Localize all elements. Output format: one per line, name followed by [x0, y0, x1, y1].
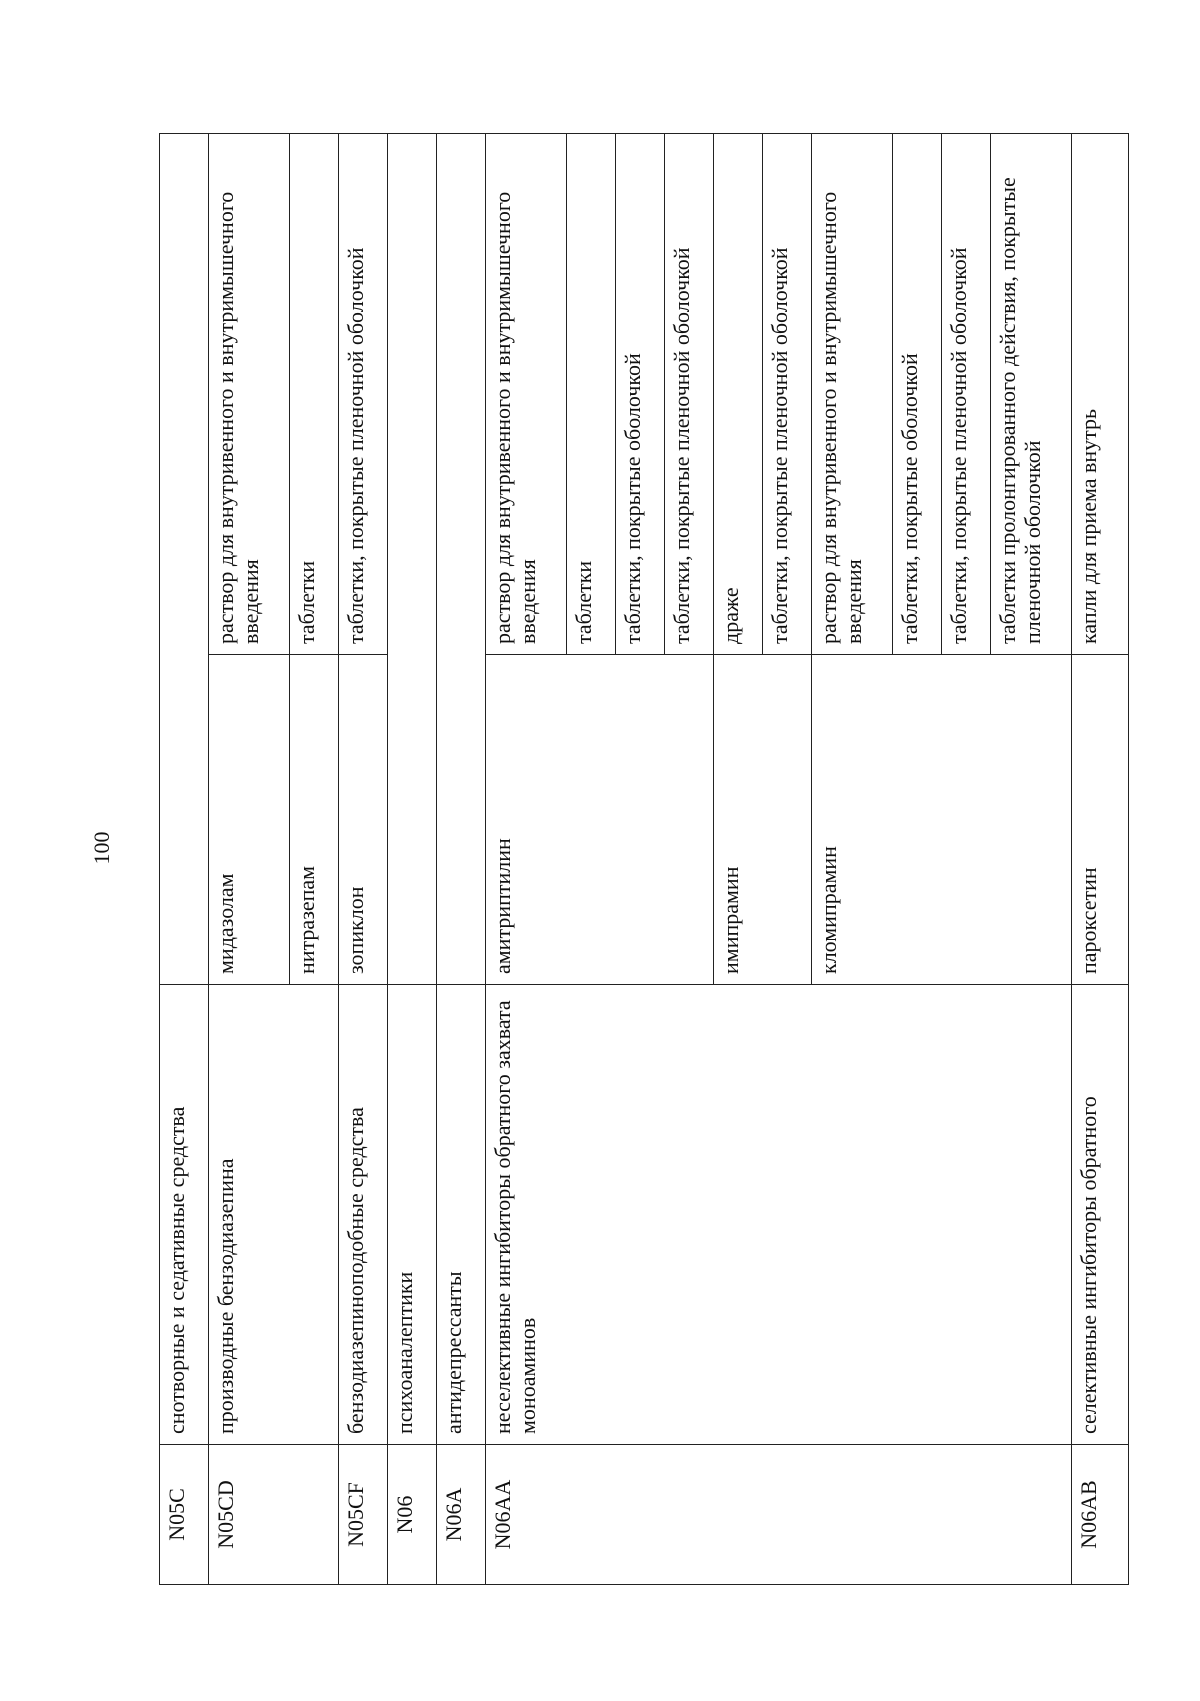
form-cell: раствор для внутривенного и внутримышечного введения [209, 134, 290, 655]
drug-table [159, 133, 1129, 1585]
drug-cell: мидазолам [209, 655, 290, 985]
table-row [209, 134, 290, 1585]
form-cell: капли для приема внутрь [1072, 134, 1129, 655]
drug-cell: имипрамин [714, 655, 812, 985]
table-row [339, 134, 388, 1585]
drug-cell: амитриптилин [486, 655, 714, 985]
form-cell: таблетки [567, 134, 616, 655]
atc-code-cell: N05CD [209, 1445, 339, 1585]
drug-cell [437, 134, 486, 985]
drug-cell [388, 134, 437, 985]
drug-cell: кломипрамин [812, 655, 1072, 985]
table-row [437, 134, 486, 1585]
atc-code-cell: N05CF [339, 1445, 388, 1585]
drug-cell: нитразепам [290, 655, 339, 985]
table-row [486, 134, 567, 1585]
form-cell: таблетки пролонгированного действия, покрытые пленочной оболочкой [991, 134, 1072, 655]
drug-table-container [159, 134, 1112, 1585]
rotated-table-frame [159, 134, 1112, 1585]
atc-code-cell: N06AB [1072, 1445, 1129, 1585]
page-number: 100 [89, 831, 114, 865]
table-row [388, 134, 437, 1585]
form-cell: таблетки, покрытые оболочкой [616, 134, 665, 655]
form-cell: таблетки [290, 134, 339, 655]
group-cell: производные бензодиазепина [209, 985, 339, 1445]
group-cell: селективные ингибиторы обратного [1072, 985, 1129, 1445]
group-cell: снотворные и седативные средства [160, 985, 209, 1445]
atc-code-cell: N06A [437, 1445, 486, 1585]
group-cell: бензодиазепиноподобные средства [339, 985, 388, 1445]
form-cell: таблетки, покрытые пленочной оболочкой [339, 134, 388, 655]
form-cell: раствор для внутривенного и внутримышечного введения [812, 134, 893, 655]
group-cell: неселективные ингибиторы обратного захвата моноаминов [486, 985, 1072, 1445]
form-cell: драже [714, 134, 763, 655]
group-cell: психоаналептики [388, 985, 437, 1445]
atc-code-cell: N06AA [486, 1445, 1072, 1585]
table-row [1072, 134, 1129, 1585]
drug-cell: зопиклон [339, 655, 388, 985]
atc-code-cell: N05C [160, 1445, 209, 1585]
form-cell: таблетки, покрытые оболочкой [893, 134, 942, 655]
drug-cell [160, 134, 209, 985]
form-cell: таблетки, покрытые пленочной оболочкой [763, 134, 812, 655]
form-cell: раствор для внутривенного и внутримышечного введения [486, 134, 567, 655]
group-cell: антидепрессанты [437, 985, 486, 1445]
table-row [160, 134, 209, 1585]
form-cell: таблетки, покрытые пленочной оболочкой [942, 134, 991, 655]
form-cell: таблетки, покрытые пленочной оболочкой [665, 134, 714, 655]
atc-code-cell: N06 [388, 1445, 437, 1585]
drug-cell: пароксетин [1072, 655, 1129, 985]
